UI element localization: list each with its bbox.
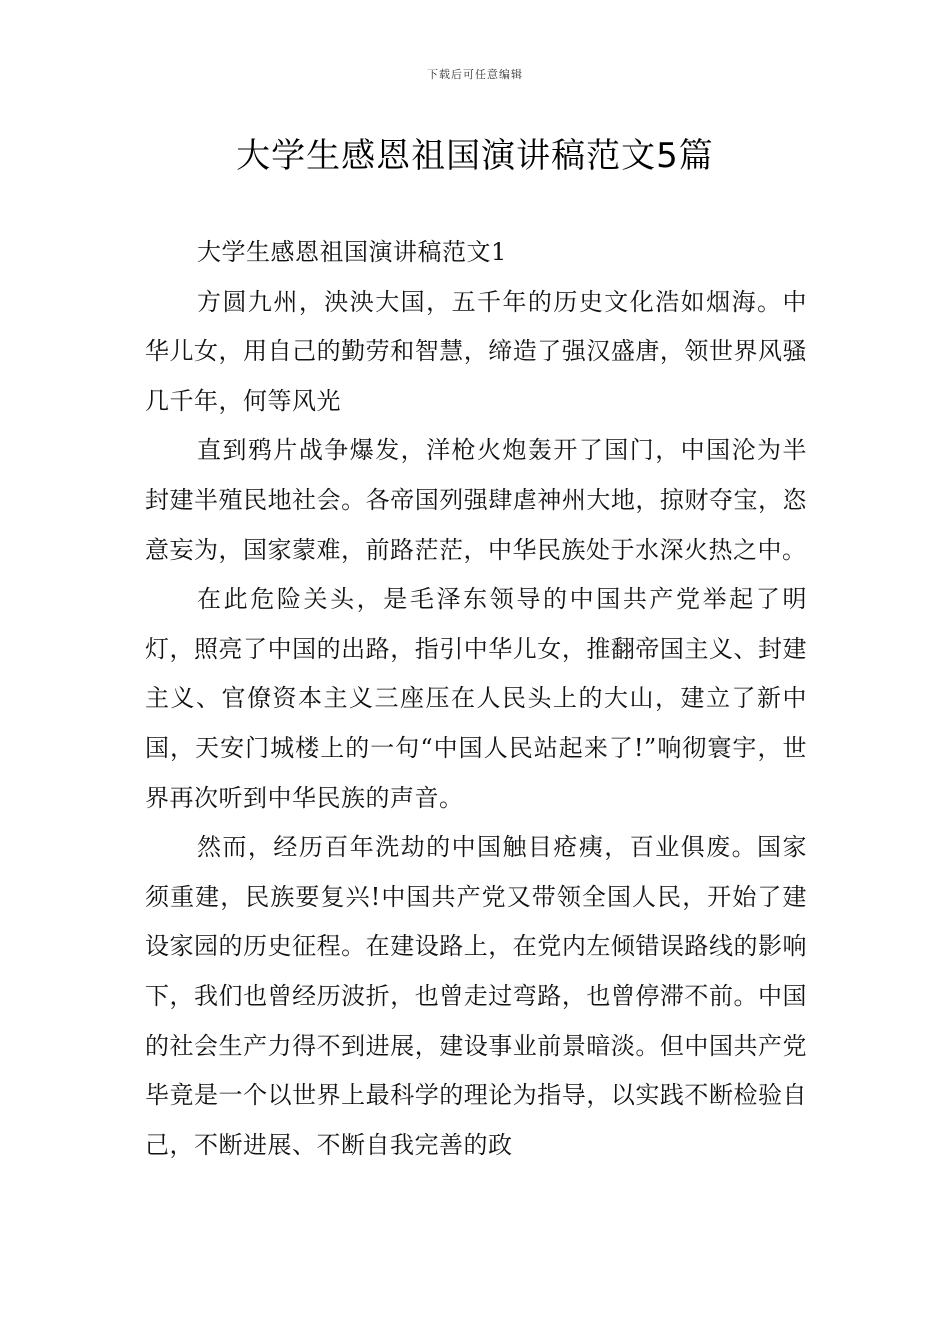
- section-heading: 大学生感恩祖国演讲稿范文1: [197, 238, 507, 266]
- paragraph-1: 方圆九州，泱泱大国，五千年的历史文化浩如烟海。中华儿女，用自己的勤劳和智慧，缔造了强汉盛唐，领世界风骚几千年，何等风光: [145, 287, 807, 415]
- header-note: 下载后可任意编辑: [427, 68, 523, 81]
- paragraph-3: 在此危险关头，是毛泽东领导的中国共产党举起了明灯，照亮了中国的出路，指引中华儿女，推翻帝国主义、封建主义、官僚资本主义三座压在人民头上的大山，建立了新中国，天安门城楼上的一句“中国人民站起来了!”响彻寰宇，世界再次听到中华民族的声音。: [145, 585, 807, 812]
- paragraph-4: 然而，经历百年洗劫的中国触目疮痍，百业俱废。国家须重建，民族要复兴!中国共产党又带领全国人民，开始了建设家园的历史征程。在建设路上，在党内左倾错误路线的影响下，我们也曾经历波折，也曾走过弯路，也曾停滞不前。中国的社会生产力得不到进展，建设事业前景暗淡。但中国共产党毕竟是一个以世界上最科学的理论为指导，以实践不断检验自己，不断进展、不断自我完善的政: [145, 833, 807, 1159]
- paragraph-2: 直到鸦片战争爆发，洋枪火炮轰开了国门，中国沦为半封建半殖民地社会。各帝国列强肆虐神州大地，掠财夺宝，恣意妄为，国家蒙难，前路茫茫，中华民族处于水深火热之中。: [145, 436, 807, 564]
- document-body: [145, 228, 807, 1170]
- document-title: 大学生感恩祖国演讲稿范文5篇: [236, 136, 714, 176]
